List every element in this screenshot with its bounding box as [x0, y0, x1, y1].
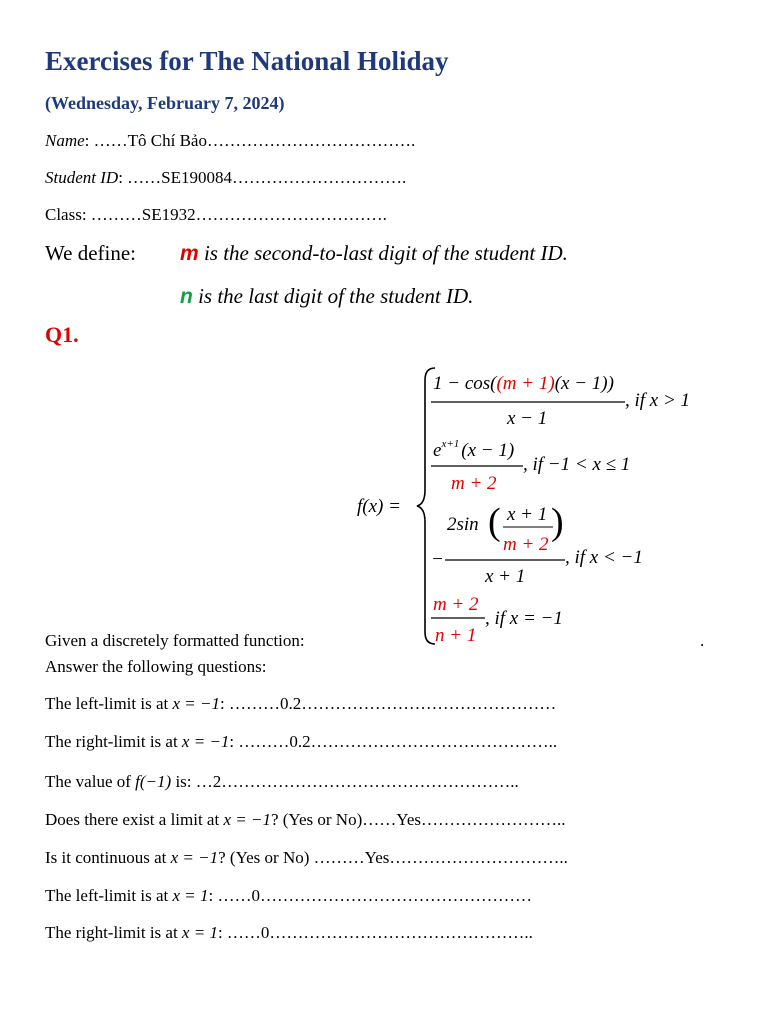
- class-line: Class: ………SE1932…………………………….: [45, 205, 387, 224]
- m-definition: is the second-to-last digit of the student ID.: [198, 241, 568, 265]
- student-id-line: [45, 168, 406, 188]
- case3-sin: 2sin: [447, 514, 479, 535]
- date-subtitle: (Wednesday, February 7, 2024): [45, 93, 285, 113]
- define-m: [180, 241, 568, 266]
- answer-value: : ……0…………………………………………: [208, 886, 532, 905]
- student-name-line: [45, 131, 415, 151]
- name-label: Name: [45, 131, 85, 150]
- case2-denominator: m + 2: [451, 473, 497, 494]
- answer-value-f-minus1: The value of f(−1) is: …2……………………………………………..: [45, 772, 519, 791]
- n-definition: is the last digit of the student ID.: [192, 284, 474, 308]
- answer-continuous-minus1: Is it continuous at x = −1? (Yes or No) ………Yes…………………………..: [45, 848, 568, 867]
- answer-value: ? (Yes or No) ………Yes…………………………..: [218, 848, 568, 867]
- trailing-dot: .: [700, 631, 705, 650]
- math-expression: x = 1: [172, 886, 209, 905]
- answer-limit-exists-minus1: Does there exist a limit at x = −1? (Yes or No)……Yes……………………..: [45, 810, 566, 829]
- case3-inner-numerator: x + 1: [507, 504, 548, 525]
- case4-numerator: m + 2: [433, 594, 479, 615]
- math-expression: x = −1: [181, 732, 230, 751]
- math-expression: x = 1: [181, 923, 218, 942]
- case1-condition: , if x > 1: [625, 390, 691, 411]
- m-symbol: m: [180, 242, 199, 265]
- answer-value: is: …2……………………………………………..: [171, 772, 519, 791]
- math-expression: f(−1): [135, 772, 172, 791]
- math-expression: x = −1: [223, 810, 271, 829]
- answer-right-limit-minus1: The right-limit is at x = −1: ………0.2……………………………………..: [45, 732, 558, 751]
- answer-right-limit-1: The right-limit is at x = 1: ……0………………………………………..: [45, 923, 533, 942]
- case1-denominator: x − 1: [507, 408, 548, 429]
- case2-numerator: $e^{x+1}$ (x − 1): [433, 438, 515, 461]
- question-instructions: Answer the following questions:: [45, 657, 267, 676]
- student-id-value: : ……SE190084………………………….: [118, 168, 407, 187]
- case3-open-paren: (: [488, 501, 501, 543]
- answer-value: ? (Yes or No)……Yes……………………..: [270, 810, 566, 829]
- case1-numerator: 1 − cos((m + 1)(x − 1)): [433, 373, 614, 394]
- answer-value: : ………0.2………………………………………: [219, 694, 557, 713]
- student-id-label: Student ID: [45, 168, 119, 187]
- n-symbol: n: [180, 285, 193, 308]
- answer-value: : ………0.2……………………………………..: [229, 732, 558, 751]
- name-value: : ……Tô Chí Bảo……………………………….: [84, 131, 416, 150]
- case3-inner-denominator: m + 2: [503, 534, 549, 555]
- question-label: Q1.: [45, 322, 79, 347]
- formula-lhs: f(x) =: [357, 496, 401, 517]
- question-intro: Given a discretely formatted function:: [45, 631, 305, 650]
- case3-condition: , if x < −1: [565, 547, 643, 568]
- answer-left-limit-1: The left-limit is at x = 1: ……0…………………………………………: [45, 886, 532, 905]
- page-title: Exercises for The National Holiday: [45, 46, 449, 76]
- case4-condition: , if x = −1: [485, 608, 563, 629]
- answer-value: : ……0………………………………………..: [217, 923, 533, 942]
- case3-denominator: x + 1: [485, 566, 526, 587]
- case2-condition: , if −1 < x ≤ 1: [523, 454, 631, 475]
- math-expression: x = −1: [172, 694, 220, 713]
- define-n: [180, 284, 473, 309]
- case3-minus: −: [431, 549, 444, 570]
- define-lead: We define:: [45, 241, 137, 265]
- answer-left-limit-minus1: The left-limit is at x = −1: ………0.2………………………………………: [45, 694, 557, 713]
- math-expression: x = −1: [170, 848, 219, 867]
- piecewise-function-formula: [355, 362, 715, 652]
- case3-close-paren: ): [551, 501, 564, 543]
- case4-denominator: n + 1: [435, 625, 477, 646]
